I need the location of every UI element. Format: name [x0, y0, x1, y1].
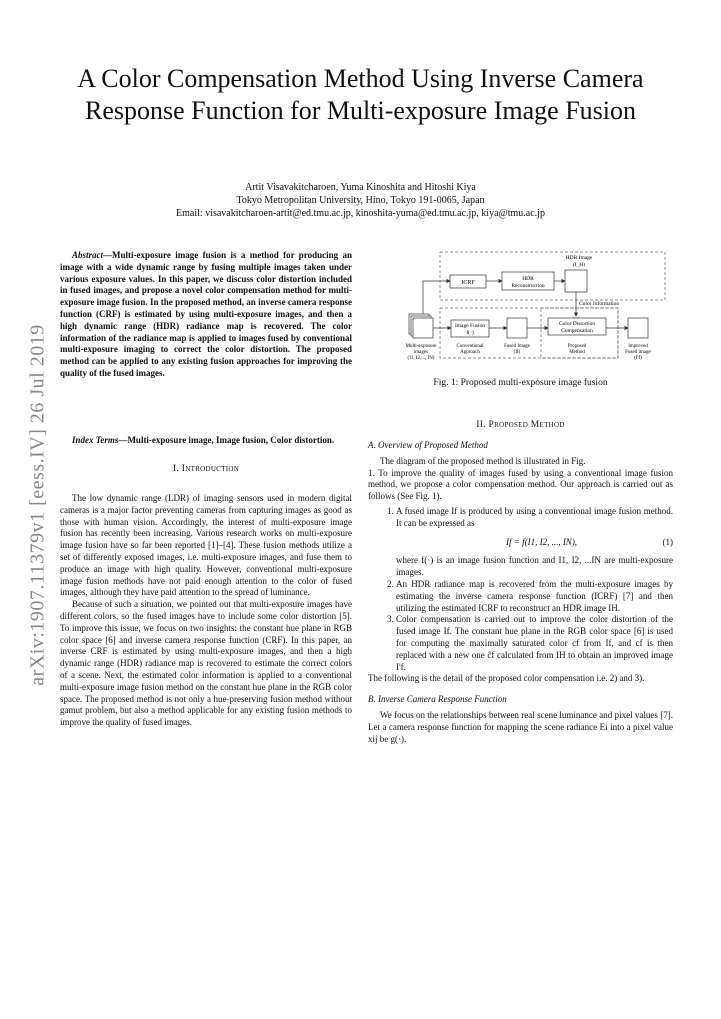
- intro-heading-text: Introduction: [181, 464, 240, 474]
- hdr-recon-label-1: HDR: [522, 276, 534, 282]
- method-body: [368, 440, 673, 745]
- stack-frame-3: [413, 318, 433, 338]
- equation-1-number: (1): [662, 536, 673, 547]
- abstract-label: Abstract: [72, 250, 104, 260]
- method-heading-text: Proposed Method: [488, 420, 565, 430]
- impr-label-3: (I'f): [634, 356, 642, 361]
- intro-body: [60, 493, 352, 729]
- method-steps: [368, 506, 673, 673]
- index-terms-label: Index Terms: [72, 435, 119, 445]
- fusion-label-2: f(·): [466, 330, 474, 336]
- index-terms-text: —Multi-exposure image, Image fusion, Color distortion.: [118, 435, 335, 445]
- multi-label-3: (I1, I2,..., IN): [407, 356, 435, 361]
- abstract: [60, 250, 352, 380]
- abstract-text: —Multi-exposure image fusion is a method for producing an image with a wide dynamic range by fusing multiple images taken under various exposure values. In this paper, we discuss color distortion included in fused images, and propose a novel color compensation method for multi-exposure image fusion. In the proposed method, an inverse camera response function (CRF) is estimated by using multi-exposure images, and then a high dynamic range (HDR) radiance map is recovered. The color information of the radiance map is applied to images fused by conventional multi-exposure imaging to correct the color distortion. The proposed method can be applied to any existing fusion approaches for improving the quality of the fused images.: [60, 250, 352, 378]
- author-block: [40, 181, 681, 220]
- hdr-image-symbol: (I_H): [572, 262, 586, 268]
- intro-heading: [60, 464, 352, 476]
- hdr-recon-label-2: Reconstruction: [511, 283, 545, 289]
- hdr-image-box: [565, 270, 587, 292]
- fused-label-2: (If): [513, 350, 521, 355]
- intro-paragraph-1: The low dynamic range (LDR) of imaging sensors used in modern digital cameras is a major factor preventing cameras from capturing images as good as those with human vision. Accordingly, the interest of multi-exposure image fusion has recently been increasing. Various research works on multi-exposure image fusion have so far been reported [1]–[4]. These fusion methods utilize a set of differently exposed images, i.e. multi-exposure images, and fuse them to produce an image with high quality. However, conventional multi-exposure image fusion methods have not paid enough attention to the color of fused images, although they have paid attention to the spread of luminance.: [60, 493, 352, 598]
- figure-1: [385, 250, 675, 375]
- hdr-image-label: HDR Image: [565, 255, 593, 261]
- index-terms: [60, 435, 352, 447]
- step-1-where: where f(·) is an image fusion function and I1, I2, ...IN are multi-exposure images.: [396, 555, 673, 578]
- method-heading-num: II.: [476, 420, 486, 430]
- impr-label-1: Improved: [628, 344, 648, 349]
- step-1-text: A fused image If is produced by using a conventional image fusion method. It can be expressed as: [396, 505, 673, 528]
- prop-label-2: Method: [569, 350, 585, 355]
- email-line: Email: visavakitcharoen-artit@ed.tmu.ac.jp, kinoshita-yuma@ed.tmu.ac.jp, kiya@tmu.ac.jp: [176, 208, 545, 219]
- prop-label-1: Proposed: [567, 344, 587, 349]
- intro-heading-num: I.: [172, 464, 180, 474]
- subsection-a-title: A. Overview of Proposed Method: [368, 440, 488, 450]
- overview-para-b: 1. To improve the quality of images fused by using a conventional image fusion method, we propose a color compensation method. Our approach is carried out as follows (See Fig. 1).: [368, 467, 673, 502]
- fused-label-1: Fused Image: [504, 344, 530, 349]
- intro-paragraph-2: Because of such a situation, we pointed out that multi-exposure images have different colors, so the fused images have to include some color distortion [5]. To improve this issue, we focus on two insights: the constant hue plane in RGB color space [6] and inverse camera response function (CRF). In this paper, an inverse CRF is estimated by using multi-exposure images, and then a high dynamic range (HDR) radiance map is recovered to estimate the correct colors of a scene. Next, the estimated color information is applied to a conventional multi-exposure image fusion method on the constant hue plane in the RGB color space. The proposed method is not only a hue-preserving fusion method without gamut problem, but also a method applicable for any existing fusion methods to improve the quality of fused images.: [60, 599, 352, 728]
- paper-title: A Color Compensation Method Using Inverse Camera Response Function for Multi-exposure Image Fusion: [77, 64, 644, 125]
- figure-caption: Fig. 1: Proposed multi-exposure image fusion: [433, 378, 608, 388]
- fused-image-box: [507, 318, 527, 338]
- cdc-label-1: Color Distortion: [558, 321, 596, 327]
- figure-diagram: [385, 250, 675, 375]
- author-names: Artit Visavakitcharoen, Yuma Kinoshita and Hitoshi Kiya: [245, 182, 476, 193]
- affiliation: Tokyo Metropolitan University, Hino, Tokyo 191-0065, Japan: [236, 195, 485, 206]
- method-step-3: 3. Color compensation is carried out to improve the color distortion of the fused image If. The constant hue plane in the RGB color space [6] is used for computing the maximally saturated color cf from If, and cf is then replaced with a new one ĉf calculated from IH to obtain an improved image I'f.: [396, 614, 673, 673]
- subsection-b-title: B. Inverse Camera Response Function: [368, 694, 507, 705]
- method-step-1: [396, 506, 673, 579]
- method-heading: [368, 420, 673, 432]
- impr-label-2: Fused image: [625, 350, 651, 355]
- icrf-label: ICRF: [461, 280, 475, 286]
- color-info-label: Color Information: [579, 301, 620, 307]
- conv-label-2: Approach: [460, 350, 480, 355]
- cdc-label-2: Compensation: [561, 328, 593, 334]
- improved-image-box: [628, 318, 648, 338]
- overview-para-end: The following is the detail of the proposed color compensation i.e. 2) and 3).: [368, 673, 645, 684]
- overview-para-a: The diagram of the proposed method is illustrated in Fig.: [380, 455, 586, 466]
- multi-label-1: Multi-exposure: [405, 344, 437, 349]
- equation-1-body: If = f(I1, I2, ..., IN),: [506, 536, 578, 547]
- arxiv-stamp: [18, 324, 58, 686]
- crf-paragraph: We focus on the relationships between real scene luminance and pixel values [7]. Let a camera response function for mapping the scene radiance Ei into a pixel value xij be g(·).: [368, 709, 673, 744]
- multi-label-2: images: [413, 350, 429, 355]
- fusion-label-1: Image Fusion: [454, 323, 486, 329]
- arxiv-id: arXiv:1907.11379v1 [eess.IV] 26 Jul 2019: [26, 324, 49, 686]
- method-step-2: 2. An HDR radiance map is recovered from the multi-exposure images by estimating the inverse camera response function (ICRF) [7] and then utilizing the estimated ICRF to reconstruct an HDR image IH.: [396, 579, 673, 614]
- equation-1: [396, 530, 673, 556]
- conv-label-1: Conventional: [456, 344, 484, 349]
